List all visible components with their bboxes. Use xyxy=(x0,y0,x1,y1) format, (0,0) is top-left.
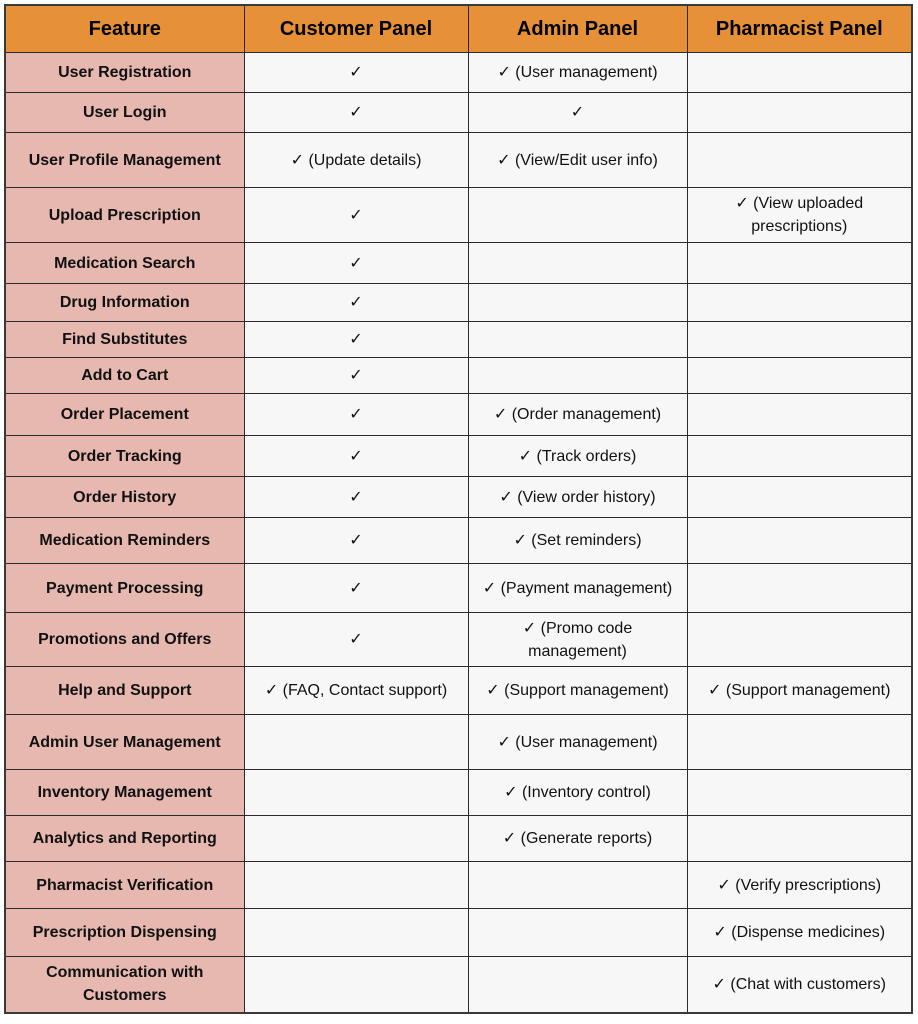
header-admin-panel: Admin Panel xyxy=(468,5,687,53)
feature-cell: Order History xyxy=(5,477,244,518)
feature-cell: Medication Search xyxy=(5,243,244,284)
customer-cell: ✓ xyxy=(244,284,468,322)
header-row xyxy=(5,5,912,53)
pharmacist-cell xyxy=(687,477,912,518)
admin-cell: ✓ (Inventory control) xyxy=(468,770,687,816)
feature-cell: Add to Cart xyxy=(5,358,244,394)
feature-cell: User Login xyxy=(5,93,244,133)
table-row xyxy=(5,909,912,957)
pharmacist-cell xyxy=(687,284,912,322)
customer-cell: ✓ xyxy=(244,243,468,284)
admin-cell xyxy=(468,322,687,358)
pharmacist-cell: ✓ (Chat with customers) xyxy=(687,957,912,1013)
feature-cell: Payment Processing xyxy=(5,564,244,613)
table-row xyxy=(5,284,912,322)
feature-cell: Find Substitutes xyxy=(5,322,244,358)
customer-cell xyxy=(244,816,468,862)
pharmacist-cell: ✓ (Verify prescriptions) xyxy=(687,862,912,909)
customer-cell: ✓ xyxy=(244,93,468,133)
customer-cell: ✓ xyxy=(244,358,468,394)
admin-cell: ✓ xyxy=(468,93,687,133)
admin-cell xyxy=(468,358,687,394)
table-row xyxy=(5,770,912,816)
feature-cell: Promotions and Offers xyxy=(5,613,244,667)
customer-cell: ✓ xyxy=(244,477,468,518)
feature-cell: Medication Reminders xyxy=(5,518,244,564)
pharmacist-cell xyxy=(687,816,912,862)
table-row xyxy=(5,862,912,909)
feature-cell: Upload Prescription xyxy=(5,188,244,243)
table-row xyxy=(5,816,912,862)
pharmacist-cell: ✓ (Dispense medicines) xyxy=(687,909,912,957)
feature-cell: User Profile Management xyxy=(5,133,244,188)
feature-cell: Analytics and Reporting xyxy=(5,816,244,862)
pharmacist-cell xyxy=(687,358,912,394)
pharmacist-cell xyxy=(687,394,912,436)
table-row xyxy=(5,394,912,436)
customer-cell xyxy=(244,715,468,770)
pharmacist-cell xyxy=(687,564,912,613)
admin-cell: ✓ (View order history) xyxy=(468,477,687,518)
pharmacist-cell xyxy=(687,518,912,564)
pharmacist-cell xyxy=(687,436,912,477)
customer-cell: ✓ xyxy=(244,394,468,436)
pharmacist-cell xyxy=(687,53,912,93)
customer-cell xyxy=(244,862,468,909)
customer-cell xyxy=(244,770,468,816)
table-row xyxy=(5,715,912,770)
admin-cell xyxy=(468,188,687,243)
admin-cell: ✓ (Promo code management) xyxy=(468,613,687,667)
admin-cell xyxy=(468,909,687,957)
table-row xyxy=(5,188,912,243)
table-row xyxy=(5,667,912,715)
pharmacist-cell xyxy=(687,613,912,667)
pharmacist-cell xyxy=(687,243,912,284)
table-row xyxy=(5,53,912,93)
feature-cell: Help and Support xyxy=(5,667,244,715)
table-row xyxy=(5,477,912,518)
feature-cell: Order Placement xyxy=(5,394,244,436)
admin-cell: ✓ (Payment management) xyxy=(468,564,687,613)
customer-cell: ✓ (FAQ, Contact support) xyxy=(244,667,468,715)
customer-cell: ✓ (Update details) xyxy=(244,133,468,188)
customer-cell: ✓ xyxy=(244,53,468,93)
table-row xyxy=(5,322,912,358)
customer-cell xyxy=(244,909,468,957)
pharmacist-cell: ✓ (Support management) xyxy=(687,667,912,715)
customer-cell: ✓ xyxy=(244,436,468,477)
header-customer-panel: Customer Panel xyxy=(244,5,468,53)
table-row xyxy=(5,957,912,1013)
admin-cell: ✓ (User management) xyxy=(468,715,687,770)
admin-cell xyxy=(468,284,687,322)
admin-cell: ✓ (Set reminders) xyxy=(468,518,687,564)
customer-cell: ✓ xyxy=(244,613,468,667)
admin-cell xyxy=(468,243,687,284)
feature-cell: Prescription Dispensing xyxy=(5,909,244,957)
admin-cell: ✓ (Track orders) xyxy=(468,436,687,477)
customer-cell: ✓ xyxy=(244,188,468,243)
customer-cell: ✓ xyxy=(244,564,468,613)
feature-cell: Inventory Management xyxy=(5,770,244,816)
table-row xyxy=(5,518,912,564)
feature-comparison-table xyxy=(4,4,913,1014)
table-row xyxy=(5,93,912,133)
customer-cell xyxy=(244,957,468,1013)
pharmacist-cell xyxy=(687,93,912,133)
pharmacist-cell xyxy=(687,770,912,816)
admin-cell: ✓ (User management) xyxy=(468,53,687,93)
admin-cell: ✓ (Generate reports) xyxy=(468,816,687,862)
table-row xyxy=(5,133,912,188)
pharmacist-cell xyxy=(687,715,912,770)
table-row xyxy=(5,243,912,284)
customer-cell: ✓ xyxy=(244,322,468,358)
admin-cell xyxy=(468,957,687,1013)
admin-cell: ✓ (Order management) xyxy=(468,394,687,436)
table-row xyxy=(5,358,912,394)
feature-cell: Order Tracking xyxy=(5,436,244,477)
customer-cell: ✓ xyxy=(244,518,468,564)
pharmacist-cell: ✓ (View uploaded prescriptions) xyxy=(687,188,912,243)
feature-cell: Pharmacist Verification xyxy=(5,862,244,909)
admin-cell xyxy=(468,862,687,909)
admin-cell: ✓ (View/Edit user info) xyxy=(468,133,687,188)
table-row xyxy=(5,436,912,477)
pharmacist-cell xyxy=(687,322,912,358)
pharmacist-cell xyxy=(687,133,912,188)
feature-cell: User Registration xyxy=(5,53,244,93)
table-row xyxy=(5,613,912,667)
feature-cell: Drug Information xyxy=(5,284,244,322)
admin-cell: ✓ (Support management) xyxy=(468,667,687,715)
table-row xyxy=(5,564,912,613)
feature-cell: Communication with Customers xyxy=(5,957,244,1013)
header-feature: Feature xyxy=(5,5,244,53)
header-pharmacist-panel: Pharmacist Panel xyxy=(687,5,912,53)
feature-cell: Admin User Management xyxy=(5,715,244,770)
